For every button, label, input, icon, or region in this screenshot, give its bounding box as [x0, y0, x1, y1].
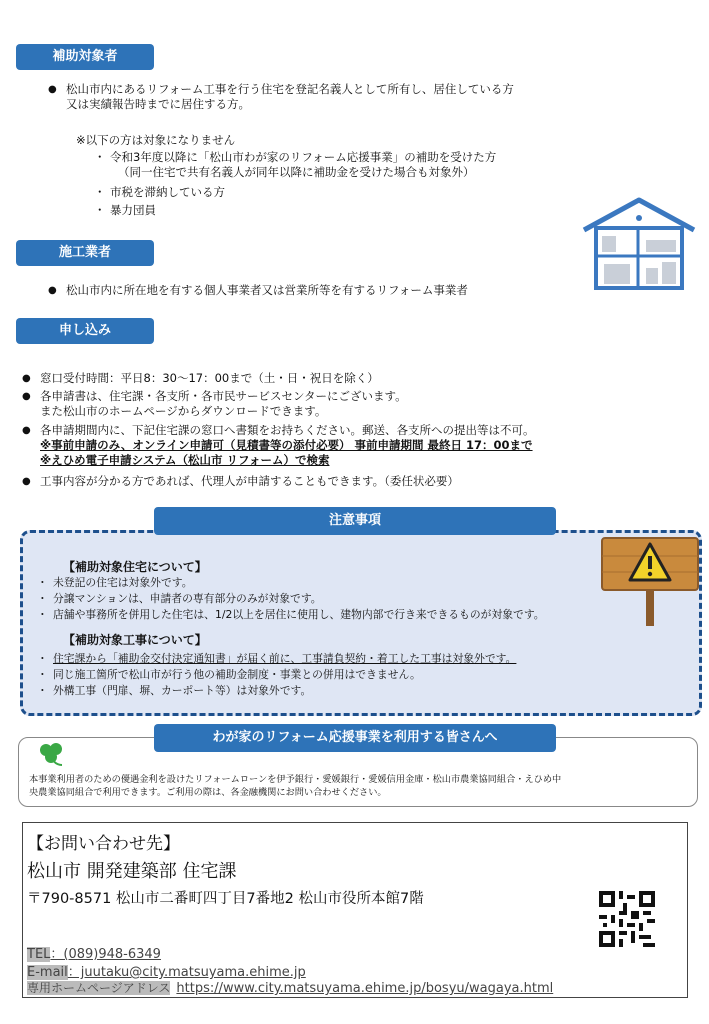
contact-mail — [27, 961, 306, 980]
web-link[interactable]: https://www.city.matsuyama.ehime.jp/bosyu/wagaya.html — [176, 981, 554, 996]
notice-subheader-house: 【補助対象住宅について】 — [63, 560, 207, 574]
application-line: ● 各申請書は、住宅課・各支所・各市民サービスセンターにございます。 — [40, 389, 407, 404]
contact-dept: 松山市 開発建築部 住宅課 — [27, 861, 237, 882]
section-header-contractor: 施工業者 — [16, 240, 154, 266]
notice-subheader-work: 【補助対象工事について】 — [63, 633, 207, 647]
exclusion-item-sub: （同一住宅で共有名義人が同年以降に補助金を受けた場合も対象外） — [118, 165, 475, 179]
application-line: ● 窓口受付時間：平日8：30～17：00まで（土・日・祝日を除く） — [40, 371, 379, 386]
eligible-line: ● 松山市内にあるリフォーム工事を行う住宅を登記名義人として所有し、居住している方 — [66, 82, 514, 97]
loan-line: 央農業協同組合で利用できます。ご利用の際は、各金融機関にお問い合わせください。 — [29, 787, 387, 798]
notice-item: ・ 住宅課から「補助金交付決定通知書」が届く前に、工事請負契約・着工した工事は対象外です。 — [53, 652, 516, 666]
loan-line: 本事業利用者のための優遇金利を設けたリフォームローンを伊予銀行・愛媛銀行・愛媛信用金庫・松山市農業協同組合・えひめ中 — [29, 774, 562, 785]
application-line: ● 工事内容が分かる方であれば、代理人が申請することもできます。（委任状必要） — [40, 474, 459, 489]
clover-icon — [36, 741, 68, 767]
web-label: 専用ホームページアドレス — [27, 981, 171, 995]
contact-box — [22, 822, 688, 998]
exclusion-item: ・ 市税を滞納している方 — [110, 185, 225, 200]
contact-address: 〒790-8571 松山市二番町四丁目7番地2 松山市役所本館7階 — [27, 891, 424, 907]
exclusion-item: ・ 暴力団員 — [110, 203, 156, 218]
notice-item: ・ 未登記の住宅は対象外です。 — [53, 576, 193, 590]
contact-web — [27, 979, 553, 996]
section-header-eligible: 補助対象者 — [16, 44, 154, 70]
contractor-line: ● 松山市内に所在地を有する個人事業者又は営業所等を有するリフォーム事業者 — [66, 283, 468, 298]
notice-item: ・ 同じ施工箇所で松山市が行う他の補助金制度・事業との併用はできません。 — [53, 668, 421, 682]
mail-label: E-mail — [27, 965, 68, 980]
application-line: ● 各申請期間内に、下記住宅課の窓口へ書類をお持ちください。郵送、各支所への提出等は不可。 — [40, 423, 535, 438]
notice-header: 注意事項 — [154, 507, 556, 535]
contact-title: 【お問い合わせ先】 — [27, 834, 180, 854]
notice-item: ・ 店舗や事務所を併用した住宅は、1/2以上を居住に使用し、建物内部で行き来できるものが対象です。 — [53, 608, 545, 622]
online-application-note: ※事前申請のみ、オンライン申請可（見積書等の添付必要） 事前申請期間 最終日 17：00まで — [40, 438, 533, 452]
eligible-line-2: 又は実績報告時までに居住する方。 — [66, 97, 250, 111]
notice-item: ・ 外構工事（門扉、塀、カーポート等）は対象外です。 — [53, 684, 311, 698]
section-header-application: 申し込み — [16, 318, 154, 344]
exclusion-note: ※以下の方は対象になりません — [76, 133, 236, 147]
tel-number[interactable]: ：(089)948-6349 — [50, 947, 161, 962]
tel-label: TEL — [27, 947, 51, 962]
mail-link[interactable]: ：juutaku@city.matsuyama.ehime.jp — [67, 965, 306, 980]
exclusion-item: ・ 令和3年度以降に「松山市わが家のリフォーム応援事業」の補助を受けた方 — [110, 150, 496, 165]
warning-sign-icon — [600, 530, 700, 626]
online-system-note: ※えひめ電子申請システム（松山市 リフォーム）で検索 — [40, 453, 330, 467]
house-illustration — [580, 192, 698, 292]
qr-code-icon[interactable] — [599, 891, 655, 947]
application-line-sub: また松山市のホームページからダウンロードできます。 — [40, 404, 327, 418]
loan-header: わが家のリフォーム応援事業を利用する皆さんへ — [154, 724, 556, 752]
contact-tel — [27, 943, 161, 962]
notice-item: ・ 分譲マンションは、申請者の専有部分のみが対象です。 — [53, 592, 322, 606]
